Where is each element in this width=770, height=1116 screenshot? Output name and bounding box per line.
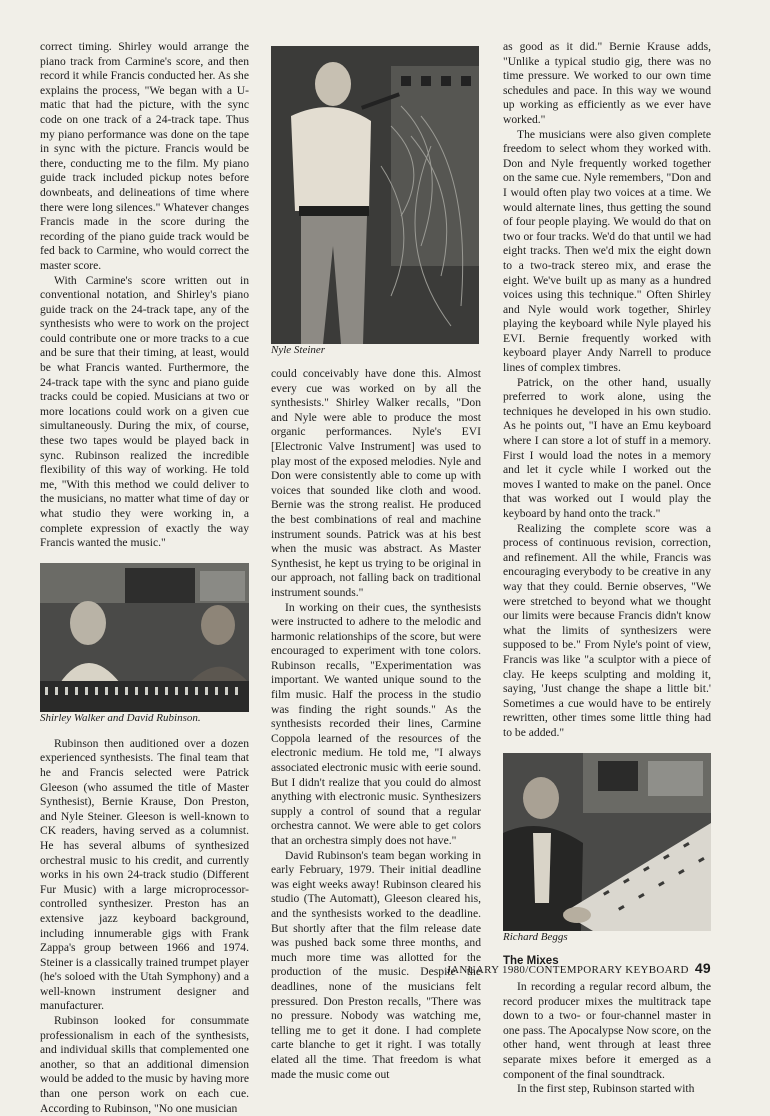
paragraph: could conceivably have done this. Almost every cue was worked on by all the synthesists." Shirley Walker recalls, "Don and Nyle were able to produce the most organic performances. Nyle's EVI [Electronic Valve Instrument] was used to play most of the exposed melodies. Nyle and Don were consistently able to come up with voices that sounded like cloth and wood. Bernie was the strong realist. He produced the best combinations of real and machine instrument sounds. Patrick was at his best when the music was abstract. As Master Synthesist, he kept us trying to be original in our approach, not falling back on traditional instrument sounds.": [271, 367, 481, 599]
paragraph: correct timing. Shirley would arrange the piano track from Carmine's score, and then record it while Francis conducted her. As she explains the process, "We began with a U-matic that had the picture, with the sync code on one track of a 24-track tape. Thus my piano performance was done on the tape in sync with the picture. Francis would be there, conducting me to the film. My piano guide track included pickup notes before downbeats, and delineations of time where there were long silences." Whatever changes Francis made in the score during the recording of the piano guide track would be fed back to Carmine, who would correct the master score.: [40, 40, 249, 272]
paragraph: With Carmine's score written out in conventional notation, and Shirley's piano guide track on the 24-track tape, any of the synthesists who were to work on the project could contribute one or more tracks to a cue and be sure that their timing, at least, would be what Francis wanted. Furthermore, the 24-track tape with the sync and piano guide tracks could be copied. Musicians at two or more locations could work on a given cue simultaneously. During the mix, of course, these two tapes would be played back in sync. Rubinson realized the incredible flexibility of this way of working. He told me, "With this method we could deliver to the musicians, no matter what time of day or what studio they were working in, a complete expression of exactly the way Francis wanted the music.": [40, 273, 249, 550]
column-2: [271, 46, 481, 1082]
paragraph: David Rubinson's team began working in early February, 1979. Their initial deadline was eight weeks away! Rubinson cleared his studio (The Automatt), Gleeson cleared his, and the synthesists worked to the deadline. But shortly after that the film release date was pushed back some three months, and much more time was allotted for the production of the music. Despite the deadlines, none of the musicians felt pressured. Don Preston recalls, "There was no pressure. Nobody was watching me, telling me to get it done. I had complete carte blanche to get it right. I was totally elated all the time. That freedom is what made the music come out: [271, 848, 481, 1081]
paragraph: Patrick, on the other hand, usually preferred to work alone, using the techniques he developed in his own studio. As he points out, "I have an Emu keyboard where I can store a lot of stuff in a memory. First I would load the notes in a memory and let it cycle while I worked out the moves I wanted to make on the panel. Once that was worked out I would play the keyboard by hand onto the track.": [503, 375, 711, 520]
paragraph: Rubinson looked for consummate professionalism in each of the synthesists, and individual skills that complemented one another, so that an additional dimension would be added to the music by having more than one person work on each cue. According to Rubinson, "No one musician: [40, 1014, 249, 1115]
column-1: [40, 40, 249, 1116]
paragraph: as good as it did." Bernie Krause adds, "Unlike a typical studio gig, there was no time pressure. We worked to our own time schedules and pace. In this way we wound up working as efficiently as we ever have worked.": [503, 40, 711, 126]
paragraph: Rubinson then auditioned over a dozen experienced synthesists. The final team that he and Francis selected were Patrick Gleeson (who assumed the title of Master Synthesist), Bernie Krause, Don Preston, and Nyle Steiner. Gleeson is well-known to CK readers, having served as a columnist. He has several albums of synthesized orchestral music to his credit, and currently works in his own 24-track studio (Different Fur Music) with a large microprocessor-controlled synthesizer. Preston has an extensive jazz keyboard background, including innumerable gigs with Frank Zappa's group between 1966 and 1974. Steiner is a classically trained trumpet player (he's soloed with the Utah Symphony) and a well-known instrument designer and manufacturer.: [40, 736, 249, 1013]
photo-richard-beggs: [503, 753, 711, 931]
paragraph: In recording a regular record album, the record producer mixes the multitrack tape down to a two- or four-channel master in one pass. The Apocalypse Now score, on the other hand, went through at least three separate mixes before it emerged as a component of the final soundtrack.: [503, 980, 711, 1081]
section-heading: The Mixes: [503, 954, 559, 967]
photo-nyle-steiner: [271, 46, 479, 344]
page-number: 49: [694, 960, 711, 976]
photo-caption: Shirley Walker and David Rubinson.: [40, 711, 201, 724]
paragraph: In working on their cues, the synthesists were instructed to adhere to the melodic and harmonic relationships of the score, but were encouraged to experiment with tone colors. Rubinson recalls, "Experimentation was important. We wanted unique sound to the film music. Half the process in the studio was finding the right sounds." As the synthesists recorded their lines, Carmine Coppola learned of the resources of the electronic medium. He told me, "I always associated electronic music with eerie sound. But I didn't realize that you could do almost anything with electronic music. Synthesizers supply a control of sound that a regular orchestra cannot. We were able to get colors that an orchestra simply does not have.": [271, 600, 481, 847]
photo-caption: Nyle Steiner: [271, 344, 326, 356]
paragraph: In the first step, Rubinson started with: [517, 1082, 695, 1096]
page-footer: [447, 960, 711, 976]
paragraph: The musicians were also given complete freedom to select whom they worked with. Don and Nyle frequently worked together on the same cue. Nyle remembers, "Don and I would often play two voices at a time. We would alternate lines, thus getting the sound of four people playing. We would do that on two or four tracks. We'd do that until we had eight tracks. Then we'd mix the eight down to a two-track stereo mix, and erase the eight. We've built up as many as a hundred voices using this technique." Often Shirley and Nyle would work together, Shirley playing the keyboard while Nyle played his EVI. Bernie frequently worked with keyboard player Andy Narrell to produce lines of complex timbres.: [503, 127, 711, 375]
photo-walker-rubinson: [40, 563, 249, 712]
column-3: [503, 40, 711, 1097]
photo-caption: Richard Beggs: [503, 930, 568, 943]
issue-line: JANUARY 1980/CONTEMPORARY KEYBOARD: [446, 964, 689, 976]
paragraph: Realizing the complete score was a process of continuous revision, correction, and refinement. All the while, Francis was encouraging everybody to be creative in any way that they could. Bernie observes, "We were stretched to beyond what we thought our limits were because Francis didn't know what the limits of synthesizers were supposed to be." From Nyle's point of view, Francis was like "a sculptor with a piece of clay. He keeps sculpting and molding it, saying, 'Just change the shape a little bit.' Sometimes a cue would have to be entirely rewritten, other times some little thing had to be added.": [503, 521, 711, 739]
